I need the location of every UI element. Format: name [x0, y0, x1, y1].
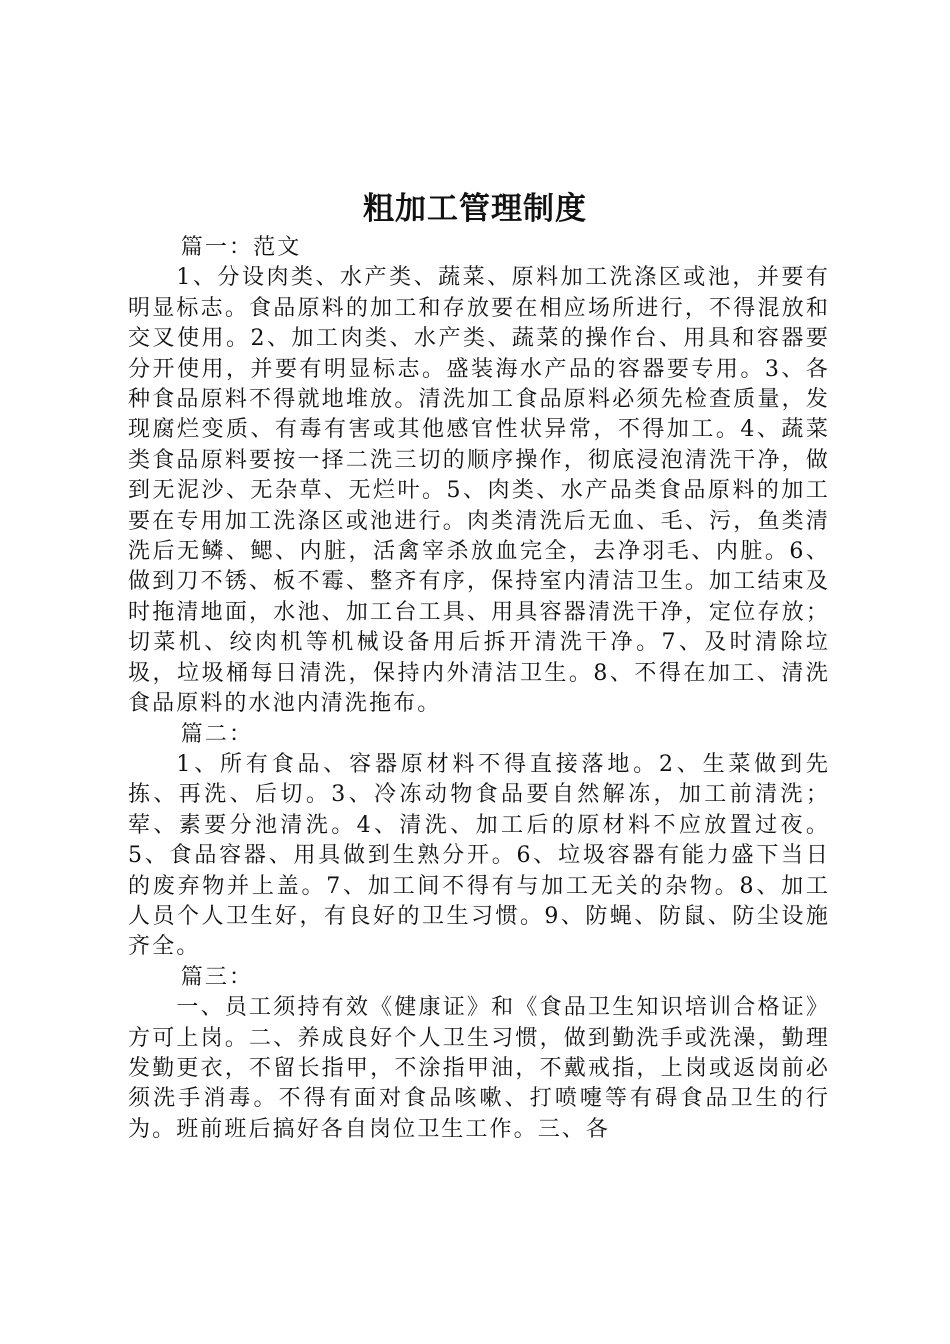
section-heading-3: 篇三： — [180, 964, 254, 990]
section-paragraph-2: 1、所有食品、容器原材料不得直接落地。2、生菜做到先拣、再洗、后切。3、冷冻动物食品要自然解冻，加工前清洗；荤、素要分池清洗。4、清洗、加工后的原材料不应放置过夜。5、食品容器、用具做到生熟分开。6、垃圾容器有能力盛下当日的废弃物并上盖。7、加工间不得有与加工无关的杂物。8、加工人员个人卫生好，有良好的卫生习惯。9、防蝇、防鼠、防尘设施齐全。 — [128, 751, 830, 960]
document-title: 粗加工管理制度 — [363, 191, 587, 227]
section-heading-2: 篇二： — [180, 721, 254, 747]
section-paragraph-3: 一、员工须持有效《健康证》和《食品卫生知识培训合格证》方可上岗。二、养成良好个人卫生习惯，做到勤洗手或洗澡，勤理发勤更衣，不留长指甲，不涂指甲油，不戴戒指，上岗或返岗前必须洗手消毒。不得有面对食品咳嗽、打喷嚏等有碍食品卫生的行为。班前班后搞好各自岗位卫生工作。三、各 — [128, 995, 830, 1142]
section-heading-1: 篇一：范文 — [180, 235, 302, 260]
section-paragraph-1: 1、分设肉类、水产类、蔬菜、原料加工洗涤区或池，并要有明显标志。食品原料的加工和存放要在相应场所进行，不得混放和交叉使用。2、加工肉类、水产类、蔬菜的操作台、用具和容器要分开使用，并要有明显标志。盛装海水产品的容器要专用。3、各种食品原料不得就地堆放。清洗加工食品原料必须先检查质量，发现腐烂变质、有毒有害或其他感官性状异常，不得加工。4、蔬菜类食品原料要按一择二洗三切的顺序操作，彻底浸泡清洗干净，做到无泥沙、无杂草、无烂叶。5、肉类、水产品类食品原料的加工要在专用加工洗涤区或池进行。肉类清洗后无血、毛、污，鱼类清洗后无鳞、鳃、内脏，活禽宰杀放血完全，去净羽毛、内脏。6、做到刀不锈、板不霉、整齐有序，保持室内清洁卫生。加工结束及时拖清地面，水池、加工台工具、用具容器清洗干净，定位存放；切菜机、绞肉机等机械设备用后拆开清洗干净。7、及时清除垃圾，垃圾桶每日清洗，保持内外清洁卫生。8、不得在加工、清洗食品原料的水池内清洗拖布。 — [128, 265, 830, 717]
document-body — [128, 233, 830, 1145]
